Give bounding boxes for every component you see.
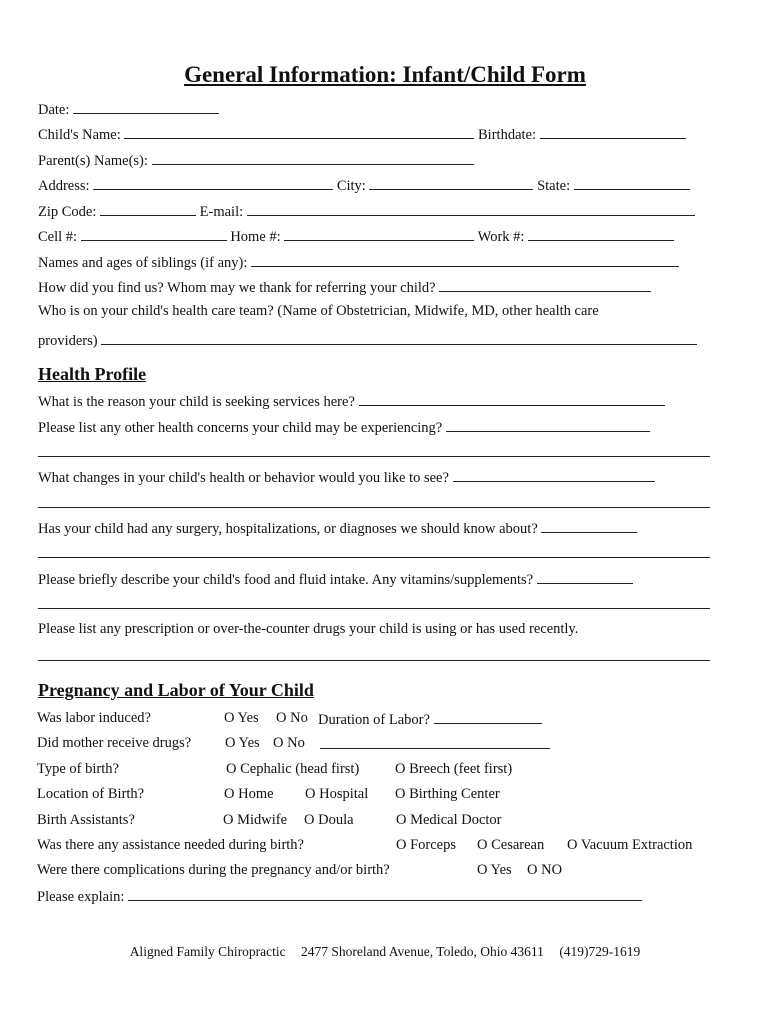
footer-clinic-name: Aligned Family Chiropractic xyxy=(129,944,286,959)
induced-yes-option[interactable]: O Yes xyxy=(224,710,259,726)
providers-row xyxy=(38,331,697,350)
zip-field[interactable] xyxy=(100,202,196,216)
providers-field[interactable] xyxy=(101,331,697,345)
state-label: State: xyxy=(537,178,571,194)
address-label: Address: xyxy=(38,178,90,194)
footer-address: 2477 Shoreland Avenue, Toledo, Ohio 43611 xyxy=(301,944,544,959)
drugs-received-field[interactable] xyxy=(320,735,550,749)
child-name-row xyxy=(38,125,686,144)
parents-label: Parent(s) Name(s): xyxy=(38,153,148,169)
parents-field[interactable] xyxy=(152,151,474,165)
siblings-row xyxy=(38,253,679,272)
reason-row xyxy=(38,392,665,411)
providers-label: providers) xyxy=(38,333,98,349)
health-profile-heading: Health Profile xyxy=(38,364,147,384)
address-field[interactable] xyxy=(93,176,333,190)
footer-phone: (419)729-1619 xyxy=(559,944,641,959)
concerns-label: Please list any other health concerns your child may be experiencing? xyxy=(38,420,443,436)
food-row xyxy=(38,570,633,589)
drugs-yes-option[interactable]: O Yes xyxy=(225,735,260,751)
assistant-doctor-option[interactable]: O Medical Doctor xyxy=(396,812,502,828)
referral-row xyxy=(38,278,651,297)
health-team-label: Who is on your child's health care team? (Name of Obstetrician, Midwife, MD, other health care xyxy=(38,303,599,319)
cephalic-option[interactable]: O Cephalic (head first) xyxy=(226,761,360,777)
phone-row xyxy=(38,227,674,246)
cell-field[interactable] xyxy=(81,227,227,241)
food-extra-line[interactable] xyxy=(38,608,710,609)
drugs-received-field-wrap xyxy=(320,735,550,754)
date-row xyxy=(38,100,219,119)
forceps-option[interactable]: O Forceps xyxy=(396,837,457,853)
explain-field[interactable] xyxy=(128,887,642,901)
drugs-no-option[interactable]: O No xyxy=(273,735,305,751)
home-field[interactable] xyxy=(284,227,474,241)
drugs-label: Please list any prescription or over-the-counter drugs your child is using or has used recently. xyxy=(38,621,579,637)
city-label: City: xyxy=(336,178,366,194)
home-label: Home #: xyxy=(230,229,281,245)
complications-label: Were there complications during the pregnancy and/or birth? xyxy=(37,862,390,878)
location-label: Location of Birth? xyxy=(37,786,145,802)
child-name-field[interactable] xyxy=(124,125,474,139)
assistant-doula-option[interactable]: O Doula xyxy=(304,812,354,828)
reason-field[interactable] xyxy=(359,392,665,406)
child-name-label: Child's Name: xyxy=(38,127,121,143)
food-field[interactable] xyxy=(537,570,633,584)
cesarean-option[interactable]: O Cesarean xyxy=(477,837,545,853)
assistance-label: Was there any assistance needed during birth? xyxy=(37,837,304,853)
surgery-label: Has your child had any surgery, hospitalizations, or diagnoses we should know about? xyxy=(38,521,538,537)
drugs-row xyxy=(38,621,578,638)
birthdate-label: Birthdate: xyxy=(478,127,537,143)
complications-no-option[interactable]: O NO xyxy=(527,862,563,878)
reason-label: What is the reason your child is seeking services here? xyxy=(38,394,355,410)
cell-label: Cell #: xyxy=(38,229,78,245)
work-label: Work #: xyxy=(477,229,525,245)
birthdate-field[interactable] xyxy=(540,125,686,139)
email-field[interactable] xyxy=(247,202,695,216)
health-team-row xyxy=(38,303,599,320)
date-label: Date: xyxy=(38,102,70,118)
email-label: E-mail: xyxy=(199,204,244,220)
surgery-field[interactable] xyxy=(541,519,637,533)
drugs-extra-line[interactable] xyxy=(38,660,710,661)
induced-label: Was labor induced? xyxy=(37,710,151,726)
city-field[interactable] xyxy=(369,176,533,190)
changes-label: What changes in your child's health or behavior would you like to see? xyxy=(38,470,449,486)
duration-row xyxy=(318,710,542,729)
parents-row xyxy=(38,151,474,170)
zip-label: Zip Code: xyxy=(38,204,97,220)
birth-type-label: Type of birth? xyxy=(37,761,119,777)
form-title: General Information: Infant/Child Form xyxy=(184,62,586,87)
concerns-extra-line[interactable] xyxy=(38,456,710,457)
concerns-row xyxy=(38,418,650,437)
location-center-option[interactable]: O Birthing Center xyxy=(395,786,500,802)
changes-row xyxy=(38,468,655,487)
concerns-field[interactable] xyxy=(446,418,650,432)
footer xyxy=(0,944,770,960)
explain-label: Please explain: xyxy=(37,889,125,905)
vacuum-option[interactable]: O Vacuum Extraction xyxy=(567,837,693,853)
surgery-extra-line[interactable] xyxy=(38,557,710,558)
referral-field[interactable] xyxy=(439,278,651,292)
induced-no-option[interactable]: O No xyxy=(276,710,308,726)
zip-email-row xyxy=(38,202,695,221)
location-hospital-option[interactable]: O Hospital xyxy=(305,786,369,802)
address-row xyxy=(38,176,690,195)
food-label: Please briefly describe your child's food and fluid intake. Any vitamins/supplements? xyxy=(38,572,534,588)
date-field[interactable] xyxy=(73,100,219,114)
assistant-midwife-option[interactable]: O Midwife xyxy=(223,812,288,828)
surgery-row xyxy=(38,519,637,538)
duration-field[interactable] xyxy=(434,710,542,724)
duration-label: Duration of Labor? xyxy=(318,712,430,728)
breech-option[interactable]: O Breech (feet first) xyxy=(395,761,513,777)
siblings-label: Names and ages of siblings (if any): xyxy=(38,255,248,271)
state-field[interactable] xyxy=(574,176,690,190)
complications-yes-option[interactable]: O Yes xyxy=(477,862,512,878)
referral-label: How did you find us? Whom may we thank for referring your child? xyxy=(38,280,436,296)
location-home-option[interactable]: O Home xyxy=(224,786,274,802)
work-field[interactable] xyxy=(528,227,674,241)
changes-field[interactable] xyxy=(453,468,655,482)
changes-extra-line[interactable] xyxy=(38,507,710,508)
siblings-field[interactable] xyxy=(251,253,679,267)
pregnancy-heading: Pregnancy and Labor of Your Child xyxy=(38,680,314,700)
drugs-received-label: Did mother receive drugs? xyxy=(37,735,192,751)
explain-row xyxy=(37,887,642,906)
assistants-label: Birth Assistants? xyxy=(37,812,135,828)
